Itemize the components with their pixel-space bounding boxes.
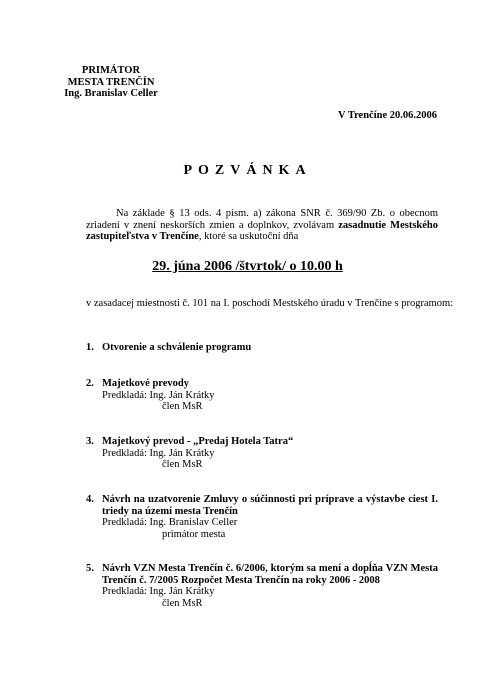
document-date: V Trenčíne 20.06.2006 <box>338 110 437 121</box>
agenda-item-role: primátor mesta <box>162 528 226 540</box>
agenda-item <box>86 563 438 609</box>
agenda-item-number: 2. <box>86 378 94 389</box>
sender-name: Ing. Branislav Celler <box>64 88 158 99</box>
agenda-item-role: člen MsR <box>162 459 203 470</box>
intro-paragraph <box>86 208 438 243</box>
agenda-item-title: Majetkový prevod - „Predaj Hotela Tatra“ <box>102 436 294 447</box>
agenda-item-number: 1. <box>86 342 94 353</box>
agenda-item-title: Návrh na uzatvorenie Zmluvy o súčinnosti pri príprave a výstavbe ciest I. triedy na území mesta Trenčín <box>102 494 438 517</box>
agenda-item-number: 5. <box>86 563 94 574</box>
agenda-item <box>86 342 438 354</box>
agenda-item-presenter: Predkladá: Ing. Ján Krátky <box>102 447 215 459</box>
agenda-item-number: 3. <box>86 436 94 447</box>
intro-text-2: , ktoré sa uskutoční dňa <box>198 231 299 242</box>
intro-bold-text: zasadnutie Mestského zastupiteľstva v Trenčíne <box>86 219 439 242</box>
agenda-item-title: Návrh VZN Mesta Trenčín č. 6/2006, ktorým sa mení a dopĺňa VZN Mesta Trenčín č. 7/2005 Rozpočet Mesta Trenčín na roky 2006 - 2008 <box>102 563 438 586</box>
agenda-item-presenter: Predkladá: Ing. Ján Krátky <box>102 586 215 597</box>
agenda-item-role: člen MsR <box>162 401 203 412</box>
agenda-item-number: 4. <box>86 494 94 505</box>
agenda-item-role: člen MsR <box>162 597 203 609</box>
agenda-item-title: Majetkové prevody <box>102 378 189 389</box>
agenda-item-title: Otvorenie a schválenie programu <box>102 342 252 353</box>
meeting-place: v zasadacej miestnosti č. 101 na I. poschodí Mestského úradu v Trenčíne s programom: <box>86 298 454 309</box>
sender-title: PRIMÁTOR <box>81 65 141 76</box>
agenda-item-presenter: Predkladá: Ing. Branislav Celler <box>102 517 238 528</box>
intro-text-1: Na základe § 13 ods. 4 písm. a) zákona SNR č. 369/90 Zb. o obecnom zriadení v znení neskorších zmien a doplnkov, zvolávam <box>86 208 438 231</box>
sender-block <box>56 65 166 100</box>
agenda-item-presenter: Predkladá: Ing. Ján Krátky <box>102 389 215 401</box>
agenda-item <box>86 378 438 413</box>
document-title: POZVÁNKA <box>183 163 312 178</box>
agenda-item <box>86 436 438 471</box>
agenda-item <box>86 494 438 540</box>
meeting-datetime: 29. júna 2006 /štvrtok/ o 10.00 h <box>152 259 343 274</box>
sender-city: MESTA TRENČÍN <box>67 76 155 88</box>
